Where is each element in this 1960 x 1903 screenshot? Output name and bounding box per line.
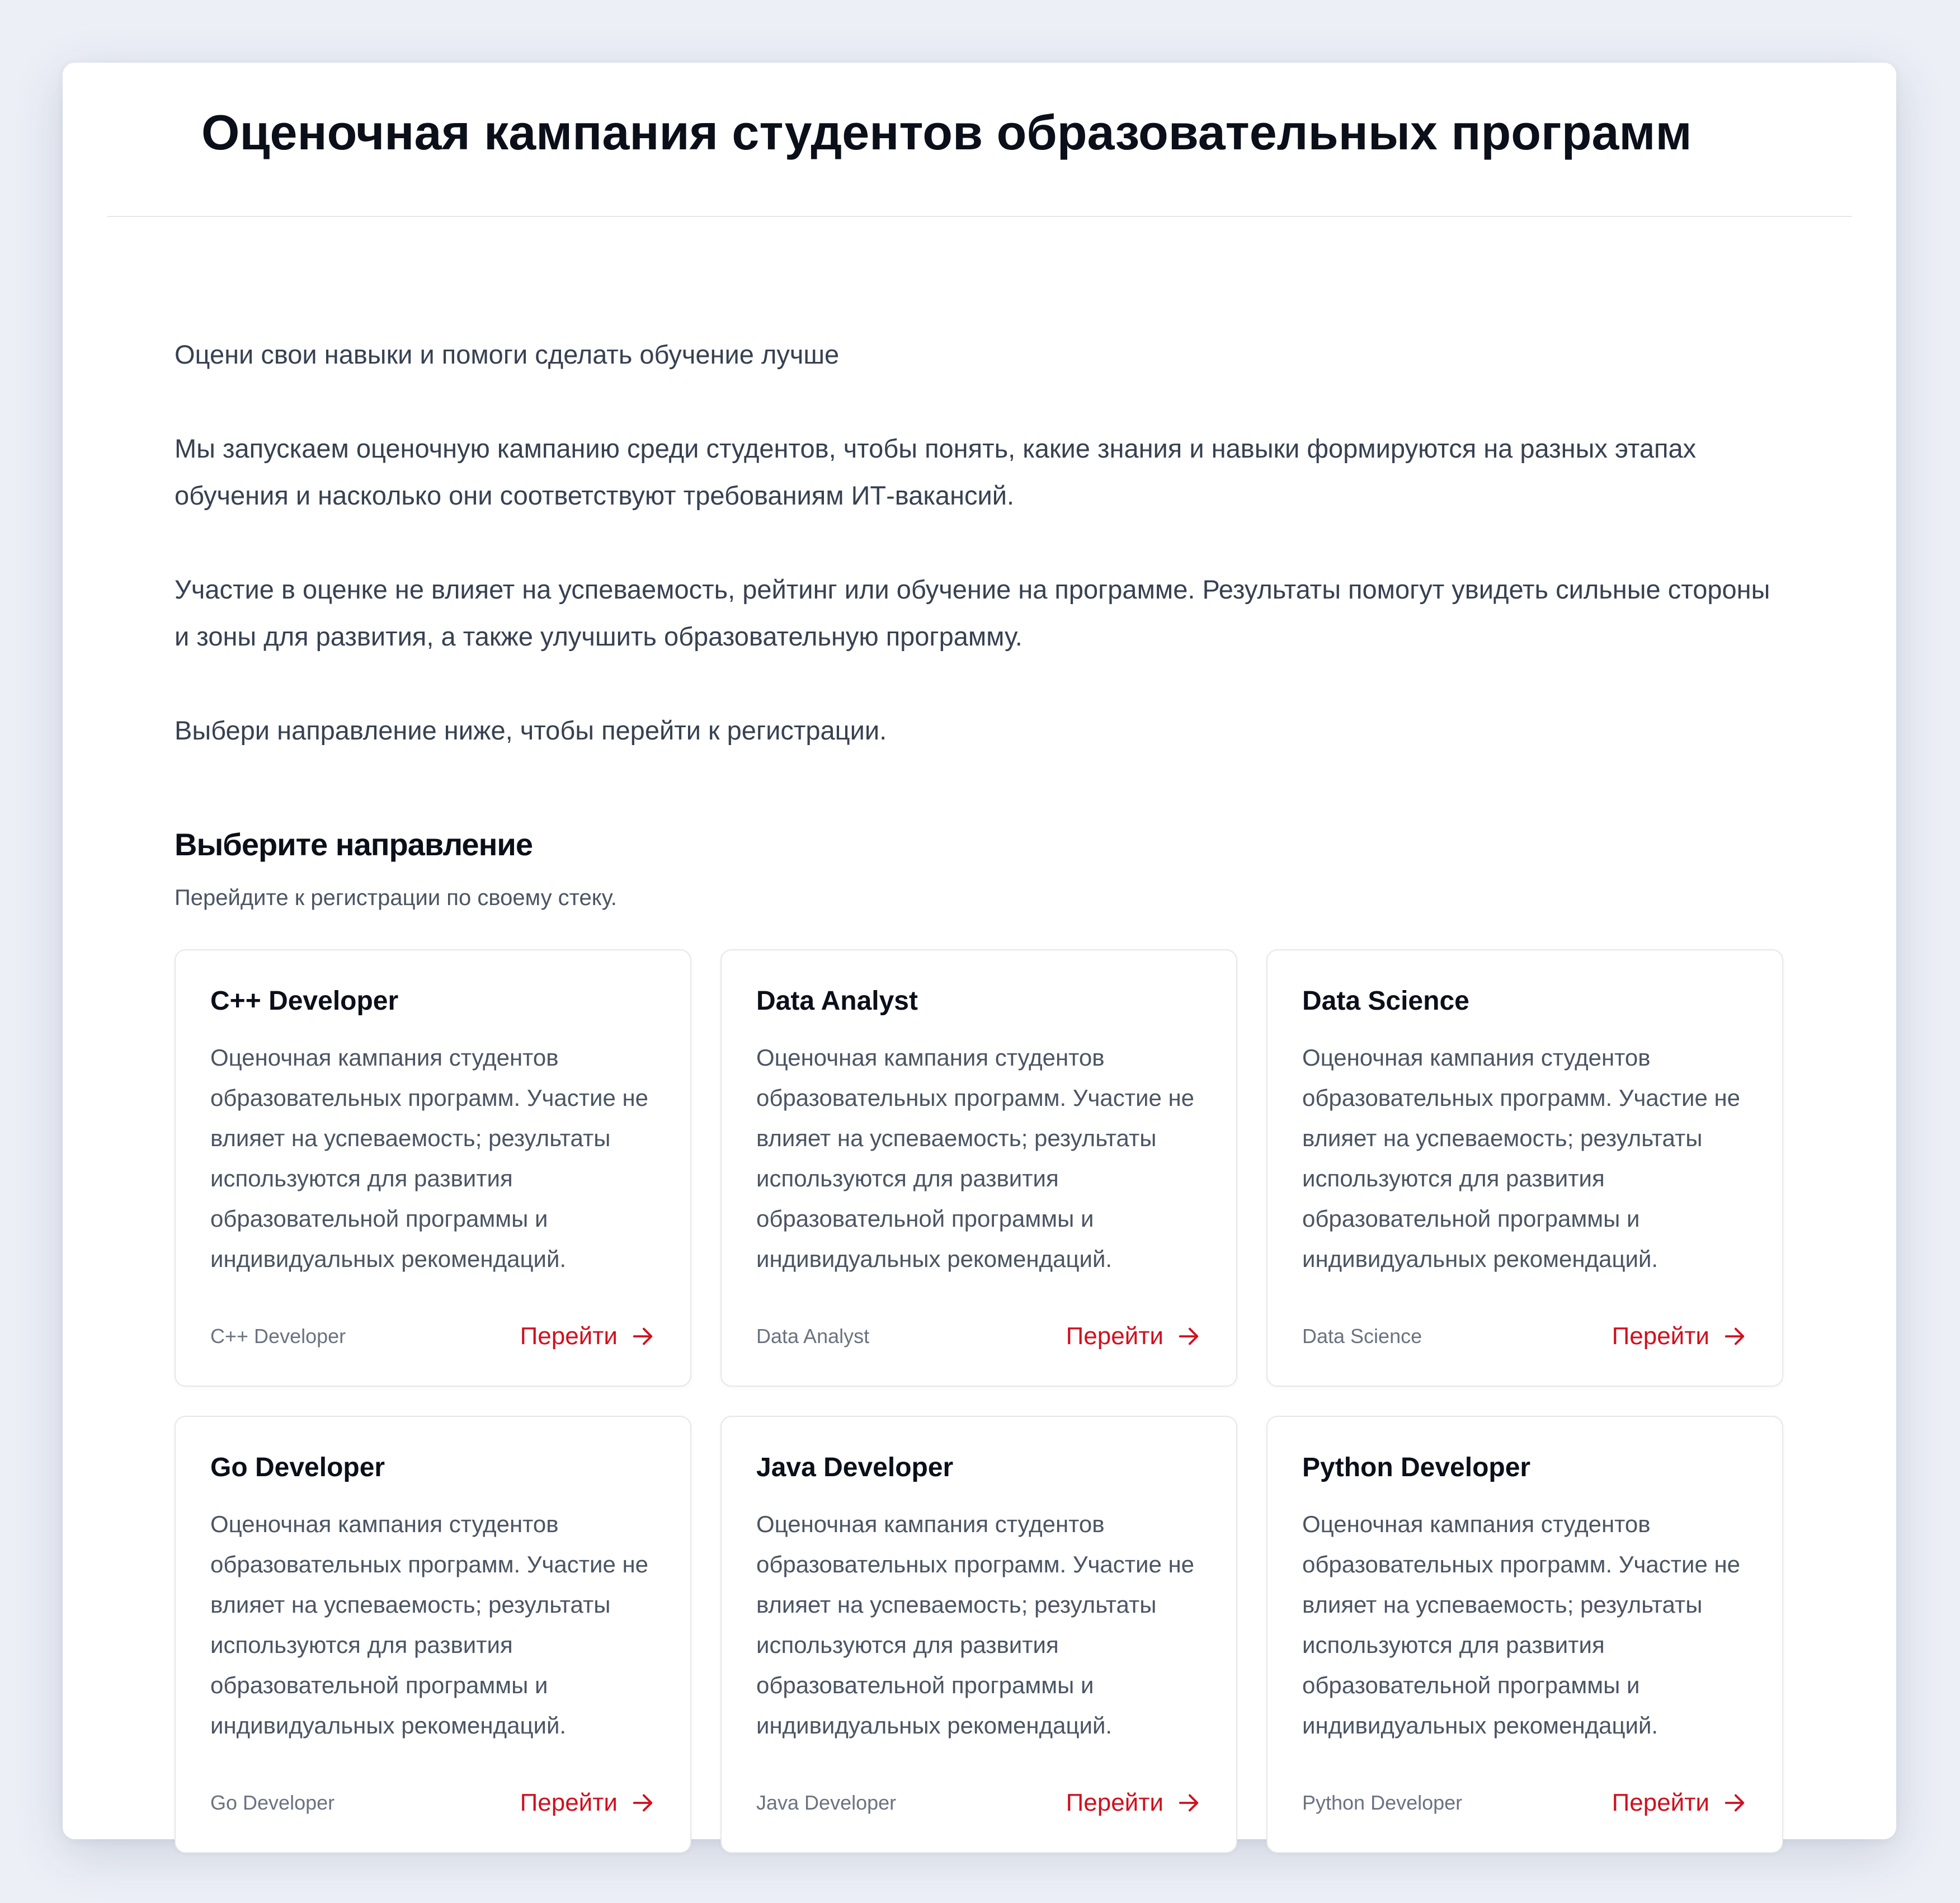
card-title: Java Developer (756, 1453, 954, 1483)
directions-grid (175, 949, 1785, 1853)
go-link-data-science[interactable] (1612, 1322, 1747, 1350)
card-title: C++ Developer (210, 986, 399, 1016)
card-footer (1302, 1320, 1747, 1353)
go-link-label: Перейти (1612, 1789, 1709, 1817)
go-link-label: Перейти (1066, 1789, 1163, 1817)
card-tag: Java Developer (756, 1791, 897, 1815)
arrow-right-icon (630, 1323, 656, 1349)
page-title: Оценочная кампания студентов образовательных программ (201, 105, 1692, 160)
card-description: Оценочная кампания студентов образовательных программ. Участие не влияет на успеваемость; результаты используются для развития образовательной программы и индивидуальных рекомендаций. (756, 1044, 1195, 1272)
directions-subtitle: Перейдите к регистрации по своему стеку. (175, 885, 617, 911)
direction-card-python (1266, 1416, 1783, 1853)
card-footer (210, 1786, 656, 1820)
go-link-go[interactable] (520, 1789, 656, 1817)
card-footer (1302, 1786, 1747, 1820)
main-content (175, 331, 1785, 1853)
go-link-java[interactable] (1066, 1789, 1202, 1817)
card-tag: Data Science (1302, 1325, 1422, 1348)
go-link-data-analyst[interactable] (1066, 1322, 1202, 1350)
card-description: Оценочная кампания студентов образовательных программ. Участие не влияет на успеваемость; результаты используются для развития образовательной программы и индивидуальных рекомендаций. (756, 1510, 1195, 1739)
direction-card-go (175, 1416, 691, 1853)
page-header (63, 63, 1896, 216)
card-footer (210, 1320, 656, 1353)
card-description: Оценочная кампания студентов образовательных программ. Участие не влияет на успеваемость; результаты используются для развития образовательной программы и индивидуальных рекомендаций. (1302, 1044, 1741, 1272)
header-divider (107, 216, 1851, 217)
card-tag: Python Developer (1302, 1791, 1463, 1815)
arrow-right-icon (1722, 1323, 1747, 1349)
go-link-python[interactable] (1612, 1789, 1747, 1817)
card-tag: Data Analyst (756, 1325, 870, 1348)
direction-card-cpp (175, 949, 691, 1387)
directions-title: Выберите направление (175, 827, 533, 862)
card-tag: Go Developer (210, 1791, 335, 1815)
intro-paragraph: Участие в оценке не влияет на успеваемость, рейтинг или обучение на программе. Результаты помогут увидеть сильные стороны и зоны для развития, а также улучшить образовательную программу. (175, 574, 1770, 651)
intro-lead: Оцени свои навыки и помоги сделать обучение лучше (175, 340, 840, 369)
direction-card-data-science (1266, 949, 1783, 1387)
arrow-right-icon (1722, 1790, 1747, 1816)
arrow-right-icon (630, 1790, 656, 1816)
intro-call-to-action: Выбери направление ниже, чтобы перейти к регистрации. (175, 715, 887, 745)
card-description: Оценочная кампания студентов образовательных программ. Участие не влияет на успеваемость; результаты используются для развития образовательной программы и индивидуальных рекомендаций. (1302, 1510, 1741, 1739)
directions-section (175, 826, 1785, 1853)
arrow-right-icon (1176, 1790, 1202, 1816)
page-card (63, 63, 1896, 1839)
card-title: Python Developer (1302, 1453, 1531, 1483)
go-link-label: Перейти (520, 1789, 618, 1817)
card-title: Data Science (1302, 986, 1469, 1016)
card-title: Go Developer (210, 1453, 385, 1483)
direction-card-java (720, 1416, 1237, 1853)
card-footer (756, 1786, 1202, 1820)
intro-section (175, 331, 1785, 754)
intro-paragraph: Мы запускаем оценочную кампанию среди студентов, чтобы понять, какие знания и навыки формируются на разных этапах обучения и насколько они соответствуют требованиям ИТ-вакансий. (175, 434, 1697, 510)
go-link-cpp[interactable] (520, 1322, 656, 1350)
go-link-label: Перейти (1066, 1322, 1163, 1350)
arrow-right-icon (1176, 1323, 1202, 1349)
card-tag: C++ Developer (210, 1325, 346, 1348)
go-link-label: Перейти (1612, 1322, 1709, 1350)
card-title: Data Analyst (756, 986, 918, 1016)
card-footer (756, 1320, 1202, 1353)
card-description: Оценочная кампания студентов образовательных программ. Участие не влияет на успеваемость; результаты используются для развития образовательной программы и индивидуальных рекомендаций. (210, 1044, 649, 1272)
card-description: Оценочная кампания студентов образовательных программ. Участие не влияет на успеваемость; результаты используются для развития образовательной программы и индивидуальных рекомендаций. (210, 1510, 649, 1739)
direction-card-data-analyst (720, 949, 1237, 1387)
go-link-label: Перейти (520, 1322, 618, 1350)
